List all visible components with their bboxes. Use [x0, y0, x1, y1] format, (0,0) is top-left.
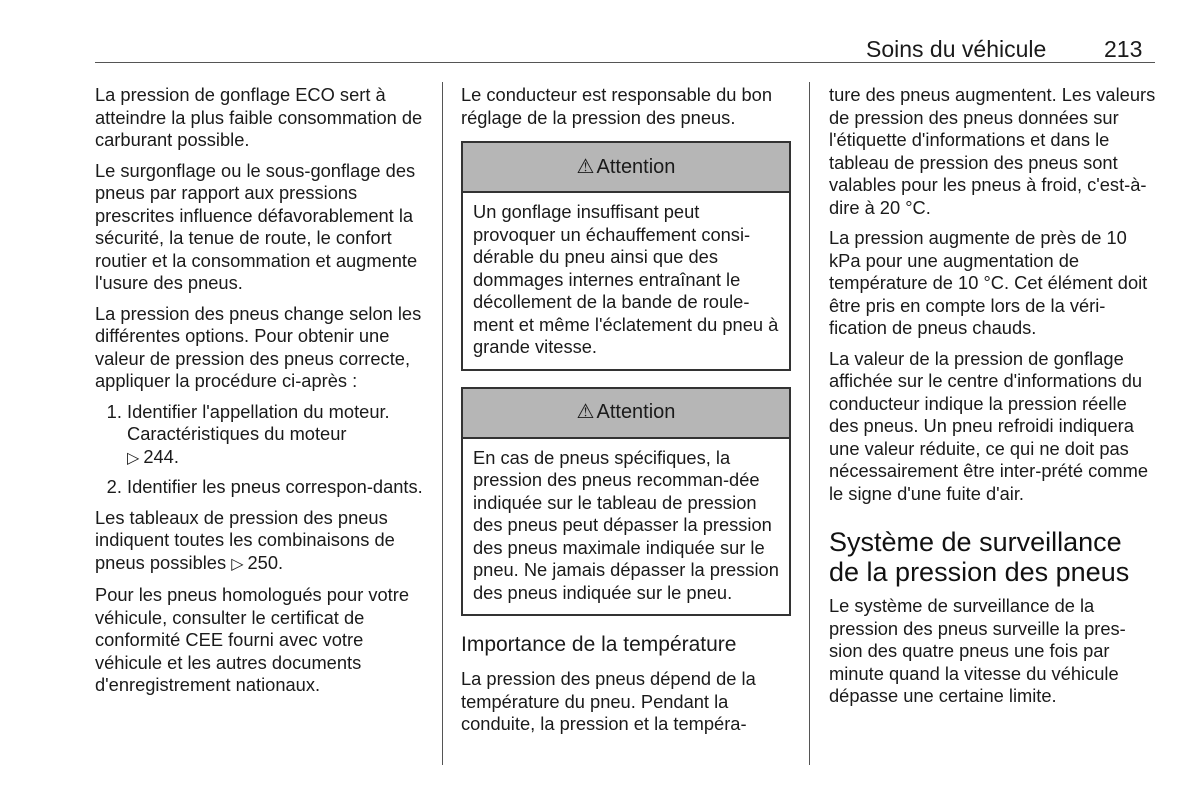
paragraph: La pression des pneus dépend de la température du pneu. Pendant la conduite, la pression et la tempéra- — [461, 668, 756, 734]
paragraph: ture des pneus augmentent. Les valeurs de pression des pneus données sur l'étiquette d'informations et dans le tableau de pression des pneus sont valables pour les pneus à froid, c'est-à-dire à 20 °C. — [829, 84, 1156, 218]
header-rule — [95, 62, 1155, 63]
warning-text: Un gonflage insuffisant peut provoquer un échauffement consi-dérable du pneu ainsi que des dommages internes entraînant le décollement de la bande de roule-ment et même l'éclatement du pneu à grande vitesse. — [473, 201, 779, 357]
warning-header — [463, 389, 789, 439]
warning-header — [463, 143, 789, 193]
paragraph: La pression augmente de près de 10 kPa pour une augmentation de température de 10 °C. Cet élément doit être pris en compte lors de la véri-fication de pneus chauds. — [829, 227, 1148, 338]
page-reference[interactable]: 244. — [143, 445, 179, 467]
paragraph: Pour les pneus homologués pour votre véhicule, consulter le certificat de conformité CEE fourni avec votre véhicule et les autres documents d'enregistrement nationaux. — [95, 584, 410, 695]
warning-box — [461, 141, 791, 371]
paragraph: La valeur de la pression de gonflage affichée sur le centre d'informations du conducteur indique la pression réelle des pneus. Un pneu refroidi indiquera une valeur réduite, ce qui ne doit pas nécessairement être inter-prété comme le signe d'une fuite d'air. — [829, 347, 1149, 504]
column-divider — [442, 82, 443, 765]
list-item-text: Identifier les pneus correspon-dants. — [127, 476, 423, 497]
warning-box — [461, 387, 791, 617]
page-header-title: Soins du véhicule — [866, 36, 1047, 62]
column-2 — [461, 84, 791, 744]
list-item — [127, 401, 427, 471]
warning-title: Attention — [596, 401, 676, 424]
cross-reference-icon: ▷ — [231, 555, 244, 573]
column-3 — [829, 84, 1159, 716]
paragraph: Le conducteur est responsable du bon réglage de la pression des pneus. — [461, 84, 773, 128]
warning-text: En cas de pneus spécifiques, la pression des pneus recomman-dée indiquée sur le tableau de pression des pneus peut dépasser la pression des pneus maximale indiquée sur le pneu. Ne jamais dépasser la pression des pneus indiquée sur le pneu. — [473, 446, 779, 603]
warning-triangle-icon: ⚠ — [576, 155, 595, 178]
section-heading: Importance de la température — [461, 633, 737, 656]
list-item-text: Identifier l'appellation du moteur. Caractéristiques du moteur — [127, 400, 390, 444]
page-reference[interactable]: 250. — [247, 551, 284, 573]
paragraph: La pression de gonflage ECO sert à atteindre la plus faible consommation de carburant possible. — [95, 84, 423, 150]
warning-triangle-icon: ⚠ — [576, 401, 595, 424]
paragraph: Le système de surveillance de la pression des pneus surveille la pres-sion des quatre pneus une fois par minute quand la vitesse du véhicule dépasse une certaine limite. — [829, 595, 1126, 706]
column-divider — [809, 82, 810, 765]
paragraph: La pression des pneus change selon les différentes options. Pour obtenir une valeur de pression des pneus correcte, appliquer la procédure ci-après : — [95, 302, 422, 391]
warning-title: Attention — [596, 155, 676, 178]
paragraph: Le surgonflage ou le sous-gonflage des pneus par rapport aux pressions prescrites influence défavorablement la sécurité, la tenue de route, le confort routier et la consommation et augmente l'usure des pneus. — [95, 159, 418, 293]
cross-reference-icon: ▷ — [127, 449, 140, 467]
paragraph: Les tableaux de pression des pneus indiquent toutes les combinaisons de pneus possibles ▷ 250. — [95, 506, 395, 573]
page-number: 213 — [1104, 36, 1143, 62]
list-item — [127, 476, 427, 499]
column-1 — [95, 84, 427, 705]
section-title: Système de surveillance de la pression des pneus — [829, 527, 1130, 587]
procedure-list — [95, 401, 427, 499]
